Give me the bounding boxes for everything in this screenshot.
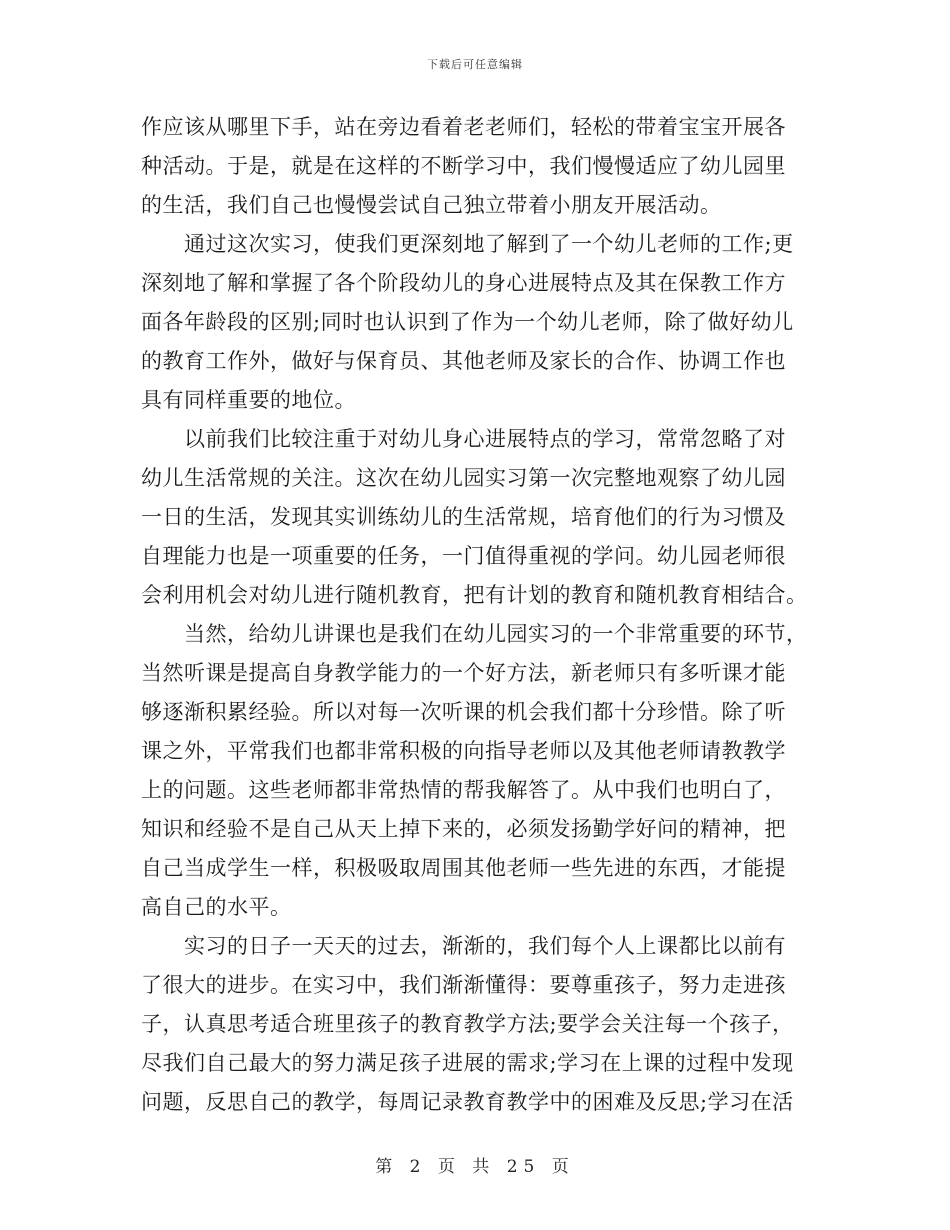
text-line: 了很大的进步。在实习中，我们渐渐懂得：要尊重孩子，努力走进孩 bbox=[141, 973, 786, 997]
text-line: 当然听课是提高自身教学能力的一个好方法，新老师只有多听课才能 bbox=[141, 661, 786, 685]
text-line: 一日的生活，发现其实训练幼儿的生活常规，培育他们的行为习惯及 bbox=[141, 505, 786, 529]
text-line: 课之外，平常我们也都非常积极的向指导老师以及其他老师请教教学 bbox=[141, 739, 786, 763]
text-line: 种活动。于是，就是在这样的不断学习中，我们慢慢适应了幼儿园里 bbox=[141, 154, 786, 178]
text-line: 实习的日子一天天的过去，渐渐的，我们每个人上课都比以前有 bbox=[141, 934, 786, 958]
text-line: 的生活，我们自己也慢慢尝试自己独立带着小朋友开展活动。 bbox=[141, 193, 722, 217]
text-line: 知识和经验不是自己从天上掉下来的，必须发扬勤学好问的精神，把 bbox=[141, 817, 786, 841]
text-line: 自己当成学生一样，积极吸取周围其他老师一些先进的东西，才能提 bbox=[141, 856, 786, 880]
page-number-footer: 第 2 页 共 25 页 bbox=[375, 1157, 575, 1177]
text-line: 高自己的水平。 bbox=[141, 895, 292, 919]
text-line: 通过这次实习，使我们更深刻地了解到了一个幼儿老师的工作;更 bbox=[141, 232, 794, 256]
page-header: 下载后可任意编辑 bbox=[427, 58, 523, 71]
text-line: 问题，反思自己的教学，每周记录教育教学中的困难及反思;学习在活 bbox=[141, 1090, 794, 1114]
text-line: 以前我们比较注重于对幼儿身心进展特点的学习，常常忽略了对 bbox=[141, 427, 786, 451]
text-line: 子，认真思考适合班里孩子的教育教学方法;要学会关注每一个孩子， bbox=[141, 1012, 794, 1036]
text-line: 自理能力也是一项重要的任务，一门值得重视的学问。幼儿园老师很 bbox=[141, 544, 786, 568]
text-line: 上的问题。这些老师都非常热情的帮我解答了。从中我们也明白了， bbox=[141, 778, 786, 802]
text-line: 的教育工作外，做好与保育员、其他老师及家长的合作、协调工作也 bbox=[141, 349, 786, 373]
text-line: 幼儿生活常规的关注。这次在幼儿园实习第一次完整地观察了幼儿园 bbox=[141, 466, 786, 490]
text-line: 面各年龄段的区别;同时也认识到了作为一个幼儿老师，除了做好幼儿 bbox=[141, 310, 794, 334]
text-line: 会利用机会对幼儿进行随机教育，把有计划的教育和随机教育相结合。 bbox=[141, 583, 808, 607]
text-line: 具有同样重要的地位。 bbox=[141, 388, 356, 412]
text-line: 尽我们自己最大的努力满足孩子进展的需求;学习在上课的过程中发现 bbox=[141, 1051, 794, 1075]
body-text bbox=[141, 108, 813, 1122]
text-line: 深刻地了解和掌握了各个阶段幼儿的身心进展特点及其在保教工作方 bbox=[141, 271, 786, 295]
text-line: 作应该从哪里下手，站在旁边看着老老师们，轻松的带着宝宝开展各 bbox=[141, 115, 786, 139]
text-line: 够逐渐积累经验。所以对每一次听课的机会我们都十分珍惜。除了听 bbox=[141, 700, 786, 724]
text-line: 当然，给幼儿讲课也是我们在幼儿园实习的一个非常重要的环节， bbox=[141, 622, 808, 646]
